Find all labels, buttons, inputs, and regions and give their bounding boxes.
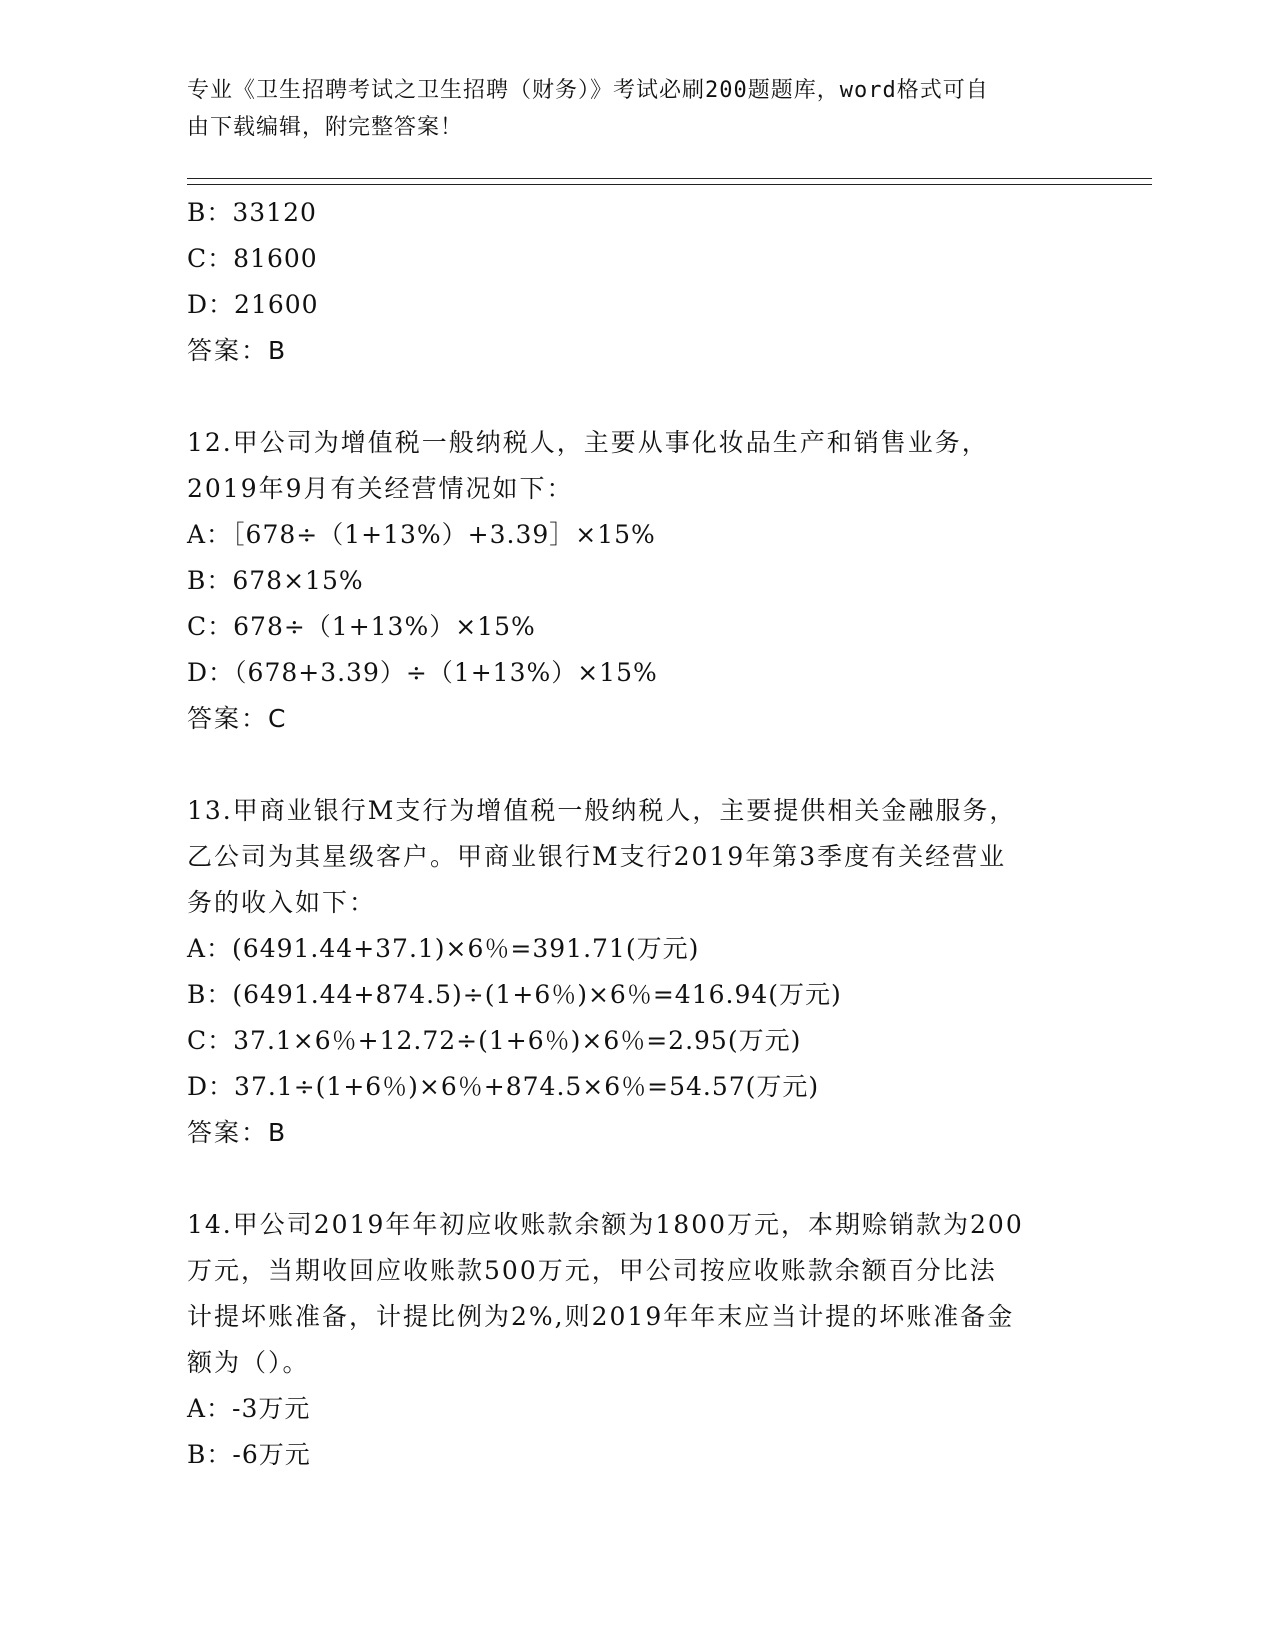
- q13-stem-line-2: 乙公司为其星级客户。甲商业银行M支行2019年第3季度有关经营业: [187, 842, 1007, 871]
- q12-option-d: D：（678+3.39）÷（1+13%）×15%: [187, 658, 658, 687]
- question-11: [187, 190, 1087, 374]
- q14-stem-line-4: 额为（）。: [187, 1348, 310, 1377]
- q11-option-b: B：33120: [187, 198, 317, 227]
- q12-option-c: C：678÷（1+13%）×15%: [187, 612, 536, 641]
- header-divider-top: [187, 178, 1152, 179]
- q13-option-b: B：(6491.44+874.5)÷(1+6％)×6％=416.94(万元): [187, 980, 842, 1009]
- q14-stem: [187, 1202, 1067, 1386]
- question-14: [187, 1202, 1087, 1478]
- q12-stem: [187, 420, 1067, 512]
- q13-stem-line-3: 务的收入如下：: [187, 888, 377, 917]
- q11-option-c: C：81600: [187, 244, 318, 273]
- q13-option-c: C：37.1×6％+12.72÷(1+6％)×6％=2.95(万元): [187, 1026, 802, 1055]
- q14-stem-line-3: 计提坏账准备，计提比例为2%,则2019年年末应当计提的坏账准备金: [187, 1302, 1015, 1331]
- q12-answer: 答案：C: [187, 704, 288, 733]
- q13-stem: [187, 788, 1067, 926]
- header-line-2: 由下载编辑，附完整答案！: [187, 115, 464, 140]
- q12-stem-line-2: 2019年9月有关经营情况如下：: [187, 474, 574, 503]
- q13-option-d: D：37.1÷(1+6％)×6％+874.5×6％=54.57(万元): [187, 1072, 820, 1101]
- q12-stem-line-1: 12.甲公司为增值税一般纳税人，主要从事化妆品生产和销售业务，: [187, 428, 989, 457]
- question-13: [187, 788, 1087, 1156]
- spacer: [187, 1156, 1087, 1202]
- q14-stem-line-2: 万元，当期收回应收账款500万元，甲公司按应收账款余额百分比法: [187, 1256, 997, 1285]
- document-header: [187, 72, 1087, 146]
- spacer: [187, 742, 1087, 788]
- q14-option-a: A：-3万元: [187, 1394, 311, 1423]
- q13-answer: 答案：B: [187, 1118, 288, 1147]
- q14-stem-line-1: 14.甲公司2019年年初应收账款余额为1800万元，本期赊销款为200: [187, 1210, 1024, 1239]
- q13-option-a: A：(6491.44+37.1)×6％=391.71(万元): [187, 934, 700, 963]
- q12-option-b: B：678×15%: [187, 566, 364, 595]
- document-body: [187, 190, 1087, 1478]
- question-12: [187, 420, 1087, 742]
- q12-option-a: A：［678÷（1+13%）+3.39］×15%: [187, 520, 656, 549]
- q13-stem-line-1: 13.甲商业银行M支行为增值税一般纳税人，主要提供相关金融服务，: [187, 796, 1017, 825]
- q11-option-d: D：21600: [187, 290, 319, 319]
- header-line-1: 专业《卫生招聘考试之卫生招聘（财务）》考试必刷200题题库，word格式可自: [187, 78, 989, 103]
- spacer: [187, 374, 1087, 420]
- q14-option-b: B：-6万元: [187, 1440, 311, 1469]
- header-divider-bottom: [187, 184, 1152, 185]
- q11-answer: 答案：B: [187, 336, 288, 365]
